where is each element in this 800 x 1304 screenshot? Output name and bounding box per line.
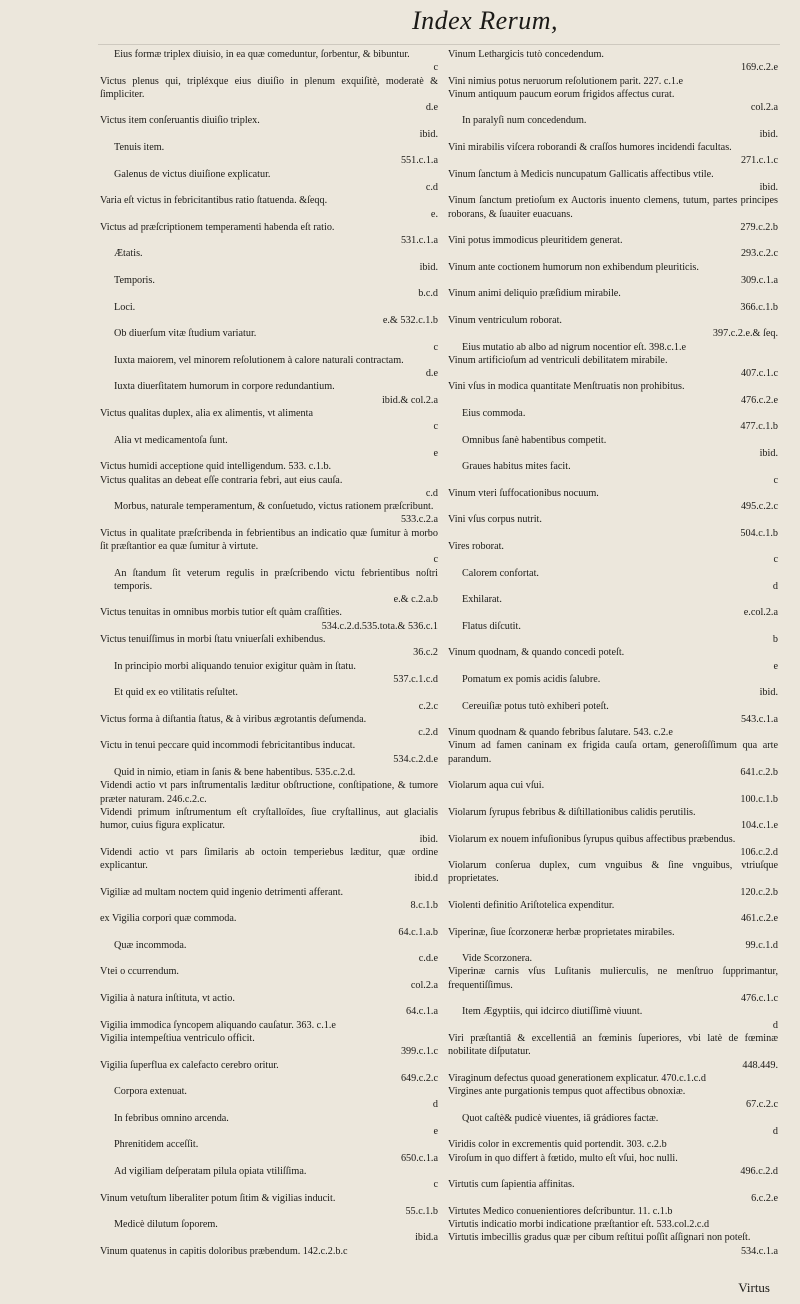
- index-entry: [100, 739, 438, 766]
- entry-text: Quid in nimio, etiam in ſanis & bene habentibus. 535.c.2.d.: [114, 767, 356, 779]
- entry-text: Vinum ventriculum roborat.: [448, 314, 562, 326]
- entry-text: Quæ incommoda.: [114, 939, 187, 951]
- entry-text: Vinum quodnam & quando febribus ſalutare. 543. c.2.e: [448, 727, 673, 739]
- index-entry: [100, 354, 438, 381]
- entry-reference: 366.c.1.b: [740, 301, 778, 313]
- entry-text: Vires roborat.: [448, 540, 504, 552]
- index-entry: [100, 1085, 438, 1112]
- entry-text: Alia vt medicamentoſa ſunt.: [114, 434, 228, 446]
- entry-reference: d: [772, 1126, 778, 1138]
- entry-text: Quot caſtè& pudicè viuentes, iā grádiores factæ.: [462, 1112, 659, 1124]
- entry-text: Vinum vteri ſuffocationibus nocuum.: [448, 487, 599, 499]
- index-entry: [100, 168, 438, 195]
- entry-text: Victus tenuitas in omnibus morbis tutior eſt quàm craſſities.: [100, 607, 342, 619]
- entry-text: In febribus omnino arcenda.: [114, 1112, 229, 1124]
- entry-reference: ibid.: [759, 181, 778, 193]
- entry-text: Vini vſus corpus nutrit.: [448, 514, 542, 526]
- index-entry: [448, 194, 778, 234]
- entry-reference: col.2.a: [410, 979, 438, 991]
- entry-reference: col.2.a: [750, 102, 778, 114]
- entry-reference: 649.c.2.c: [400, 1072, 438, 1084]
- entry-text: Vinum ad famen caninam ex frigida cauſa ortam, generoſiſſimum qua arte parandum.: [448, 740, 778, 765]
- entry-reference: 309.c.1.a: [740, 275, 778, 287]
- entry-reference: 537.c.1.c.d: [393, 673, 438, 685]
- entry-text: Pomatum ex pomis acidis ſalubre.: [462, 673, 601, 685]
- entry-text: Graues habitus mites facit.: [462, 461, 571, 473]
- index-entry: [448, 341, 778, 354]
- entry-reference: 476.c.1.c: [740, 993, 778, 1005]
- entry-text: Et quid ex eo vtilitatis reſultet.: [114, 687, 238, 699]
- index-entry: [448, 287, 778, 314]
- entry-reference: 495.c.2.c: [740, 501, 778, 513]
- index-entry: [100, 806, 438, 846]
- entry-text: Vide Scorzonera.: [462, 953, 533, 965]
- entry-text: Medicè dilutum ſoporem.: [114, 1219, 218, 1231]
- entry-reference: 104.c.1.e: [740, 820, 778, 832]
- entry-reference: c.2.d: [418, 727, 438, 739]
- index-entry: [448, 487, 778, 514]
- entry-text: Viperinæ carnis vſus Luſitanis mulierculis, ne menſtruo ſupprimantur, frequentiſſimus.: [448, 966, 778, 991]
- entry-reference: ibid.: [419, 261, 438, 273]
- entry-text: Vtei o ccurrendum.: [100, 966, 179, 978]
- entry-text: Videndi primum inſtrumentum eſt cryſtalloïdes, ſiue cryſtallinus, aut glacialis humor, cuius figura explicatur.: [100, 806, 438, 832]
- index-entry: [448, 380, 778, 407]
- entry-text: Exhilarat.: [462, 594, 502, 606]
- index-entry: [448, 779, 778, 806]
- index-entry: [100, 846, 438, 886]
- index-entry: [448, 1005, 778, 1032]
- entry-text: Virtutis indicatio morbi indicatione præſtantior eſt. 533.col.2.c.d: [448, 1219, 710, 1231]
- entry-reference: 399.c.1.c: [400, 1046, 438, 1058]
- index-entry: [100, 1138, 438, 1165]
- entry-text: Iuxta maiorem, vel minorem reſolutionem à calore naturali contractam.: [114, 354, 404, 366]
- index-entry: [100, 407, 438, 434]
- entry-reference: e: [433, 1126, 438, 1138]
- entry-text: Vinum ſanctum pretioſum ex Auctoris inuento clemens, tutum, partes principes roborans, & ſuauiter euacuans.: [448, 195, 778, 220]
- index-entry: [100, 500, 438, 527]
- index-entry: [100, 1165, 438, 1192]
- entry-text: Virtutes Medico conuenientiores deſcribuntur. 11. c.1.b: [448, 1205, 673, 1217]
- entry-reference: ibid.: [759, 687, 778, 699]
- entry-text: Varia eſt victus in febricitantibus ratio ſtatuenda. &ſeqq.: [100, 195, 328, 207]
- index-entry: [448, 460, 778, 487]
- entry-text: Victus qualitas an debeat eſſe contraria febri, aut eius cauſa.: [100, 474, 343, 486]
- catchword: Virtus: [738, 1280, 770, 1295]
- entry-reference: 534.c.1.a: [740, 1245, 778, 1257]
- index-entry: [448, 859, 778, 899]
- entry-text: Ad vigiliam deſperatam pilula opiata vtiliſſima.: [114, 1165, 307, 1177]
- entry-reference: 504.c.1.b: [740, 527, 778, 539]
- entry-reference: 534.c.2.d.535.tota.& 536.c.1: [321, 620, 438, 632]
- entry-text: Victus item conſeruantis diuiſio triplex.: [100, 115, 260, 127]
- index-entry: [448, 806, 778, 833]
- entry-reference: c: [433, 554, 438, 566]
- index-entry: [100, 48, 438, 75]
- index-entry: [448, 1152, 778, 1179]
- entry-text: Vinum Lethargicis tutò concedendum.: [448, 49, 604, 60]
- page-title: Index Rerum,: [411, 6, 559, 35]
- entry-reference: c: [773, 554, 778, 566]
- entry-reference: c.d.e: [418, 953, 438, 965]
- entry-reference: d: [772, 580, 778, 592]
- entry-text: Flatus diſcutit.: [462, 620, 521, 632]
- index-entry: [100, 1192, 438, 1219]
- entry-reference: b: [772, 634, 778, 646]
- entry-reference: 650.c.1.a: [400, 1152, 438, 1164]
- entry-text: Ob diuerſum vitæ ſtudium variatur.: [114, 328, 257, 340]
- entry-reference: ibid.: [419, 833, 438, 845]
- left-column: [100, 48, 438, 1258]
- entry-text: Victus ad præſcriptionem temperamenti habenda eſt ratio.: [100, 221, 335, 233]
- index-entry: [448, 1112, 778, 1139]
- entry-reference: 476.c.2.e: [740, 394, 778, 406]
- entry-reference: 279.c.2.b: [740, 221, 778, 233]
- entry-text: Vinum vetuſtum liberaliter potum ſitim & vigilias inducit.: [100, 1192, 336, 1204]
- entry-text: Victus humidi acceptione quid intelligendum. 533. c.1.b.: [100, 461, 332, 473]
- entry-text: Violarum ſyrupus febribus & diſtillationibus calidis perutilis.: [448, 806, 696, 818]
- right-column: [448, 48, 778, 1258]
- entry-text: Vinum ante coctionem humorum non exhibendum pleuriticis.: [448, 261, 699, 273]
- entry-reference: 531.c.1.a: [400, 235, 438, 247]
- entry-reference: 64.c.1.a.b: [398, 926, 438, 938]
- index-entry: [448, 88, 778, 115]
- entry-text: Viri præſtantiâ & excellentiâ an fœminis ſuperiores, vbi latè de fœminæ nobilitate diſputatur.: [448, 1032, 778, 1058]
- index-entry: [100, 779, 438, 806]
- entry-text: Victus plenus qui, tripléxque eius diuiſio in plenum exquiſitè, moderatè & ſimpliciter.: [100, 75, 438, 100]
- index-entry: [100, 327, 438, 354]
- entry-text: Vinum quodnam, & quando concedi poteſt.: [448, 647, 625, 659]
- index-entry: [100, 194, 438, 221]
- entry-text: Vigilia immodica ſyncopem aliquando cauſatur. 363. c.1.e: [100, 1019, 336, 1031]
- index-entry: [100, 633, 438, 660]
- entry-text: Vini vſus in modica quantitate Menſtruatis non prohibitus.: [448, 381, 685, 393]
- entry-reference: ibid.a: [415, 1232, 438, 1244]
- entry-text: Victus tenuiſſimus in morbi ſtatu vniuerſali exhibendus.: [100, 634, 326, 646]
- entry-reference: 543.c.1.a: [740, 713, 778, 725]
- entry-text: Violenti definitio Ariſtotelica expenditur.: [448, 900, 615, 911]
- entry-text: Vinum artificioſum ad ventriculi debilitatem mirabile.: [448, 354, 668, 366]
- index-entry: [100, 301, 438, 328]
- index-entry: [448, 513, 778, 540]
- entry-text: Vinum animi deliquio præſidium mirabile.: [448, 288, 621, 300]
- index-entry: [448, 261, 778, 288]
- entry-text: Vigilia à natura inſtituta, vt actio.: [100, 993, 235, 1005]
- index-entry: [448, 1218, 778, 1231]
- entry-text: Eius mutatio ab albo ad nigrum nocentior eſt. 398.c.1.e: [462, 341, 687, 353]
- entry-reference: e.& c.2.a.b: [393, 594, 438, 606]
- entry-text: Viraginum defectus quoad generationem explicatur. 470.c.1.c.d: [448, 1072, 706, 1084]
- entry-reference: 64.c.1.a: [406, 1006, 438, 1018]
- index-entry: [448, 620, 778, 647]
- entry-text: Vinum ſanctum à Medicis nuncupatum Gallicatis affectibus vtile.: [448, 168, 714, 180]
- index-entry: [448, 700, 778, 727]
- entry-reference: ibid.& col.2.a: [381, 394, 438, 406]
- entry-reference: c: [773, 474, 778, 486]
- entry-text: Omnibus ſanè habentibus competit.: [462, 434, 607, 446]
- header-rule: [98, 44, 780, 45]
- entry-text: Loci.: [114, 301, 136, 313]
- entry-text: Vigilia intempeſtiua ventriculo officit.: [100, 1032, 255, 1044]
- index-entry: [448, 965, 778, 1005]
- entry-reference: ibid.d: [414, 873, 438, 885]
- entry-reference: c.d: [425, 487, 438, 499]
- index-entry: [100, 1112, 438, 1139]
- entry-text: Galenus de victus diuiſione explicatur.: [114, 168, 271, 180]
- index-entry: [100, 992, 438, 1019]
- index-entry: [448, 926, 778, 953]
- entry-reference: 120.c.2.b: [740, 886, 778, 898]
- entry-reference: b.c.d: [418, 288, 438, 300]
- index-entry: [448, 114, 778, 141]
- index-entry: [448, 673, 778, 700]
- entry-text: In principio morbi aliquando tenuior exigitur quàm in ſtatu.: [114, 660, 356, 672]
- index-entry: [100, 713, 438, 740]
- index-entry: [448, 540, 778, 567]
- index-entry: [448, 1085, 778, 1112]
- index-entry: [100, 380, 438, 407]
- entry-reference: 534.c.2.d.e: [393, 753, 438, 765]
- entry-text: Vini potus immodicus pleuritidem generat.: [448, 235, 623, 247]
- entry-text: Eius commoda.: [462, 408, 526, 420]
- index-entry: [100, 939, 438, 966]
- entry-reference: e: [773, 660, 778, 672]
- index-entry: [100, 474, 438, 501]
- index-entry: [100, 1032, 438, 1059]
- index-entry: [448, 646, 778, 673]
- entry-reference: c: [433, 341, 438, 353]
- index-entry: [100, 221, 438, 248]
- entry-text: Cereuiſiæ potus tutò exhiberi poteſt.: [462, 700, 609, 712]
- index-entry: [448, 234, 778, 261]
- entry-reference: 477.c.1.b: [740, 421, 778, 433]
- entry-reference: 496.c.2.d: [740, 1165, 778, 1177]
- index-entry: [448, 1138, 778, 1151]
- entry-text: Viroſum in quo differt à fœtido, multo eſt vſui, hoc nulli.: [448, 1152, 678, 1164]
- index-entry: [448, 141, 778, 168]
- entry-text: Tenuis item.: [114, 142, 165, 154]
- page-header: [0, 6, 800, 36]
- entry-reference: 6.c.2.e: [751, 1192, 778, 1204]
- index-entry: [448, 833, 778, 860]
- entry-reference: ibid.: [419, 128, 438, 140]
- entry-text: Vigiliæ ad multam noctem quid ingenio detrimenti afferant.: [100, 886, 344, 898]
- entry-reference: 67.c.2.c: [746, 1099, 778, 1111]
- entry-reference: d.e: [425, 102, 438, 114]
- index-entry: [100, 660, 438, 687]
- entry-text: Virtutis cum ſapientia affinitas.: [448, 1179, 575, 1191]
- index-entry: [448, 567, 778, 594]
- entry-text: Morbus, naturale temperamentum, & conſuetudo, victus rationem præſcribunt.: [114, 501, 434, 513]
- entry-text: Violarum conſerua duplex, cum vnguibus & ſine vnguibus, vtriuſque proprietates.: [448, 860, 778, 885]
- index-entry: [100, 567, 438, 607]
- index-entry: [448, 48, 778, 75]
- index-entry: [448, 1231, 778, 1258]
- entry-reference: 551.c.1.a: [400, 155, 438, 167]
- index-entry: [448, 407, 778, 434]
- entry-reference: 106.c.2.d: [740, 846, 778, 858]
- entry-text: Ætatis.: [114, 248, 143, 260]
- index-entry: [448, 354, 778, 381]
- entry-reference: 448.449.: [742, 1059, 778, 1071]
- entry-text: In paralyſi num concedendum.: [462, 115, 587, 127]
- index-entry: [100, 1218, 438, 1245]
- index-entry: [448, 899, 778, 926]
- entry-text: Vini mirabilis viſcera roborandi & craſſos humores incidendi facultas.: [448, 142, 732, 154]
- index-entry: [100, 434, 438, 461]
- entry-reference: d: [772, 1019, 778, 1031]
- entry-text: Viperinæ, ſiue ſcorzoneræ herbæ proprietates mirabiles.: [448, 926, 675, 938]
- entry-reference: 271.c.1.c: [740, 155, 778, 167]
- entry-reference: e.: [430, 208, 438, 220]
- index-entry: [448, 952, 778, 965]
- entry-reference: c: [433, 62, 438, 74]
- index-entry: [100, 965, 438, 992]
- entry-text: Videndi actio vt pars ſimilaris ab octoin temperiebus læditur, quæ ordine explicantur.: [100, 846, 438, 872]
- index-entry: [100, 766, 438, 779]
- entry-text: Viridis color in excrementis quid portendit. 303. c.2.b: [448, 1139, 667, 1151]
- entry-reference: c: [433, 1179, 438, 1191]
- entry-text: Victus qualitas duplex, alia ex alimentis, vt alimenta: [100, 408, 313, 420]
- entry-text: Victu in tenui peccare quid incommodi febricitantibus inducat.: [100, 740, 356, 752]
- entry-reference: d: [432, 1099, 438, 1111]
- entry-reference: c.d: [425, 181, 438, 193]
- index-entry: [100, 886, 438, 913]
- index-entry: [100, 686, 438, 713]
- index-entry: [448, 168, 778, 195]
- index-entry: [100, 141, 438, 168]
- entry-reference: 36.c.2: [413, 647, 438, 659]
- entry-text: An ſtandum ſit veterum regulis in præſcribendo victu febrientibus noſtri temporis.: [114, 567, 438, 592]
- entry-text: Videndi actio vt pars inſtrumentalis læditur obſtructione, conſtipatione, & tumore præter naturam. 246.c.2.c.: [100, 780, 438, 805]
- index-entry: [448, 1072, 778, 1085]
- index-entry: [100, 274, 438, 301]
- entry-text: Item Ægyptiis, qui idcirco diutiſſimè viuunt.: [462, 1006, 643, 1018]
- entry-text: Violarum ex nouem infuſionibus ſyrupus quibus affectibus præbendus.: [448, 833, 736, 845]
- entry-text: Eius formæ triplex diuisio, in ea quæ comeduntur, ſorbentur, & bibuntur.: [114, 49, 410, 60]
- entry-reference: 99.c.1.d: [745, 939, 778, 951]
- entry-text: Virtutis imbecillis gradus quæ per cibum reſtitui poſſit aſſignari non poteſt.: [448, 1232, 751, 1244]
- index-entry: [448, 593, 778, 620]
- index-entry: [100, 912, 438, 939]
- entry-reference: 8.c.1.b: [410, 900, 438, 911]
- entry-text: Corpora extenuat.: [114, 1086, 187, 1098]
- index-entry: [448, 434, 778, 461]
- entry-reference: 641.c.2.b: [740, 767, 778, 779]
- entry-reference: e.& 532.c.1.b: [382, 314, 438, 326]
- entry-reference: c.2.c: [418, 700, 438, 712]
- entry-reference: 55.c.1.b: [405, 1205, 438, 1217]
- index-entry: [100, 460, 438, 473]
- index-entry: [448, 75, 778, 88]
- entry-reference: 407.c.1.c: [740, 368, 778, 380]
- entry-reference: 533.c.2.a: [400, 514, 438, 526]
- index-entry: [448, 739, 778, 779]
- index-entry: [448, 1178, 778, 1205]
- index-entry: [100, 606, 438, 633]
- index-entry: [448, 726, 778, 739]
- entry-text: Victus forma à diſtantia ſtatus, & à viribus ægrotantis deſumenda.: [100, 713, 367, 725]
- entry-reference: e: [433, 447, 438, 459]
- index-entry: [100, 247, 438, 274]
- index-entry: [100, 1019, 438, 1032]
- entry-text: Calorem confortat.: [462, 567, 539, 579]
- entry-text: Vinum antiquum paucum eorum frigidos affectus curat.: [448, 88, 675, 100]
- entry-reference: 397.c.2.e.& ſeq.: [712, 328, 778, 340]
- entry-text: Vigilia ſuperflua ex calefacto cerebro oritur.: [100, 1059, 279, 1071]
- index-entry: [100, 1059, 438, 1086]
- index-entry: [100, 114, 438, 141]
- entry-reference: 293.c.2.c: [740, 248, 778, 260]
- entry-reference: 100.c.1.b: [740, 793, 778, 805]
- entry-reference: ibid.: [759, 447, 778, 459]
- index-entry: [100, 75, 438, 115]
- entry-text: Vinum quatenus in capitis doloribus præbendum. 142.c.2.b.c: [100, 1245, 348, 1257]
- index-entry: [448, 314, 778, 341]
- entry-text: Vini nimius potus neruorum reſolutionem parit. 227. c.1.e: [448, 75, 684, 87]
- entry-reference: ibid.: [759, 128, 778, 140]
- index-entry: [448, 1032, 778, 1072]
- entry-reference: d.e: [425, 368, 438, 380]
- entry-text: Temporis.: [114, 275, 155, 287]
- entry-text: Phrenitidem acceſſit.: [114, 1139, 199, 1151]
- entry-text: ex Vigilia corpori quæ commoda.: [100, 913, 237, 925]
- index-entry: [448, 1205, 778, 1218]
- entry-text: Victus in qualitate præſcribenda in febrientibus an indicatio quæ ſumitur à morbo ſit præſtantior ea quæ ſumitur à virtute.: [100, 527, 438, 552]
- index-entry: [100, 1245, 438, 1258]
- entry-text: Iuxta diuerſitatem humorum in corpore redundantium.: [114, 381, 335, 393]
- entry-reference: 461.c.2.e: [740, 913, 778, 925]
- entry-reference: e.col.2.a: [743, 607, 778, 619]
- entry-text: Violarum aqua cui vſui.: [448, 780, 545, 792]
- entry-reference: c: [433, 421, 438, 433]
- entry-reference: 169.c.2.e: [740, 62, 778, 74]
- index-entry: [100, 527, 438, 567]
- entry-text: Virgines ante purgationis tempus quot affectibus obnoxiæ.: [448, 1086, 686, 1098]
